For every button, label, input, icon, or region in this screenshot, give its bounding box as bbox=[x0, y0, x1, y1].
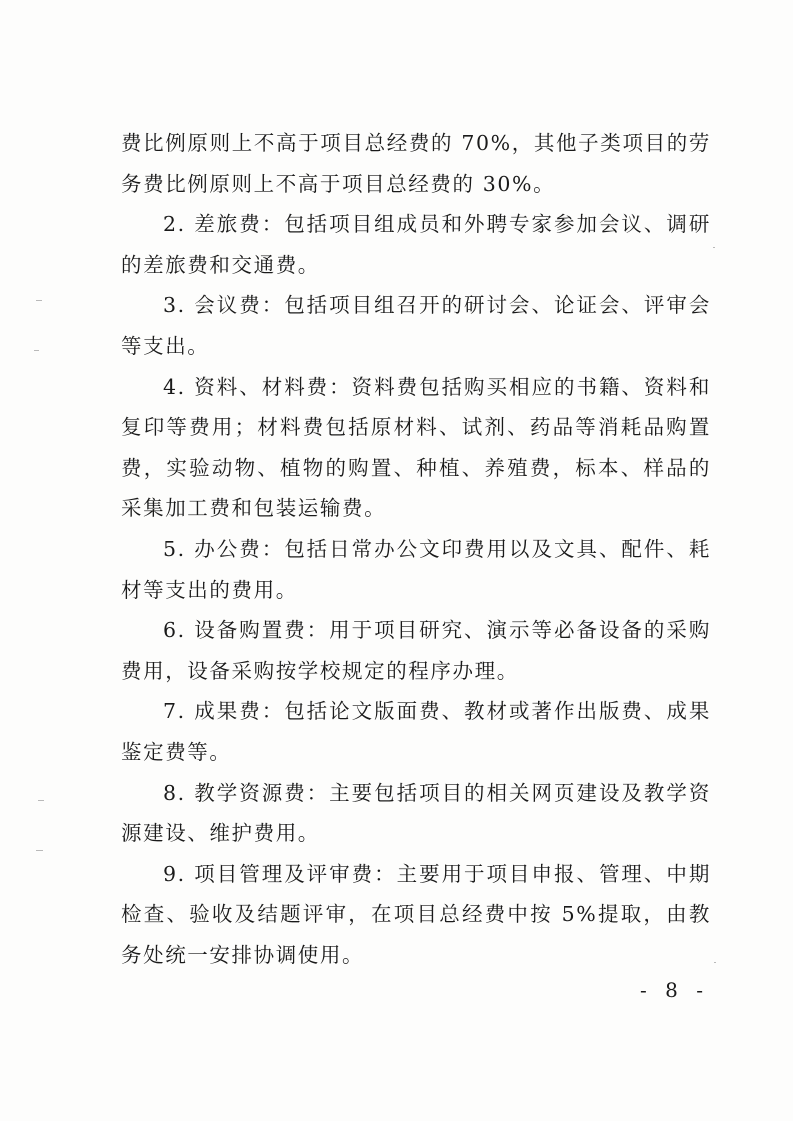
scan-speck bbox=[34, 350, 39, 351]
scan-speck bbox=[36, 850, 43, 851]
scan-speck bbox=[714, 962, 716, 963]
body-text bbox=[121, 123, 711, 975]
paragraph-office-fee: 5. 办公费：包括日常办公文印费用以及文具、配件、耗材等支出的费用。 bbox=[121, 536, 711, 602]
scan-speck bbox=[713, 247, 715, 248]
paragraph-results-fee: 7. 成果费：包括论文版面费、教材或著作出版费、成果鉴定费等。 bbox=[121, 699, 711, 764]
paragraph-travel-fee: 2. 差旅费：包括项目组成员和外聘专家参加会议、调研的差旅费和交通费。 bbox=[121, 212, 711, 277]
page-number: - 8 - bbox=[640, 978, 709, 1002]
scan-speck bbox=[38, 800, 44, 801]
scan-speck bbox=[36, 300, 42, 301]
paragraph-materials-fee: 4. 资料、材料费：资料费包括购买相应的书籍、资料和复印等费用；材料费包括原材料、试剂、药品等消耗品购置费，实验动物、植物的购置、种植、养殖费，标本、样品的采集加工费和包装运输费。 bbox=[121, 374, 711, 521]
paragraph-teaching-resource-fee: 8. 教学资源费：主要包括项目的相关网页建设及教学资源建设、维护费用。 bbox=[121, 780, 711, 846]
paragraph-labor-fee-continued: 费比例原则上不高于项目总经费的 70%，其他子类项目的劳务费比例原则上不高于项目总经费的 30%。 bbox=[121, 131, 711, 196]
paragraph-management-review-fee: 9. 项目管理及评审费：主要用于项目申报、管理、中期检查、验收及结题评审，在项目总经费中按 5%提取，由教务处统一安排协调使用。 bbox=[121, 861, 711, 967]
paragraph-meeting-fee: 3. 会议费：包括项目组召开的研讨会、论证会、评审会等支出。 bbox=[121, 293, 711, 358]
paragraph-equipment-fee: 6. 设备购置费：用于项目研究、演示等必备设备的采购费用，设备采购按学校规定的程序办理。 bbox=[121, 618, 711, 683]
